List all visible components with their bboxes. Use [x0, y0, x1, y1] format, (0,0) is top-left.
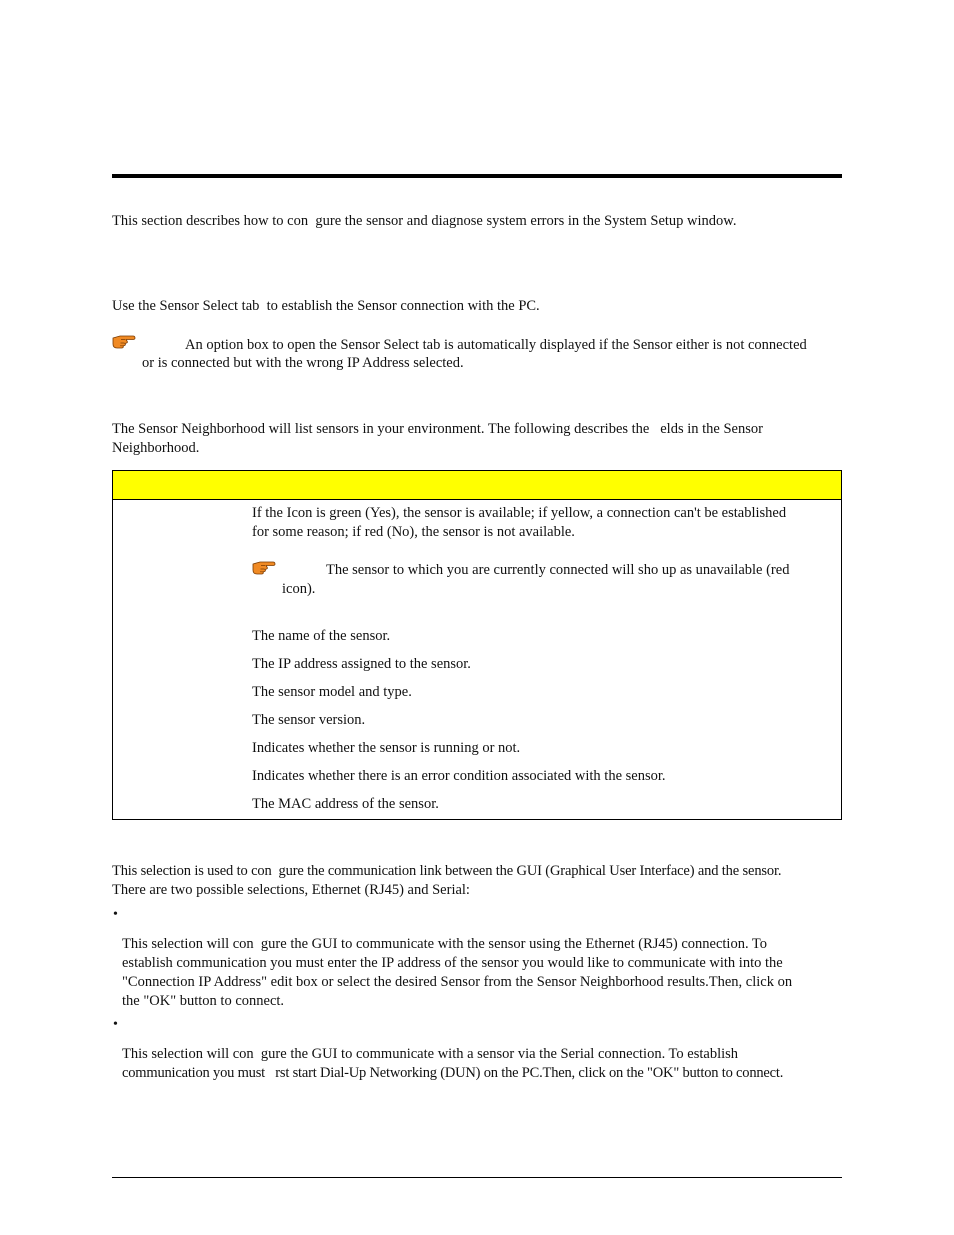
table-row: The sensor version. [252, 712, 366, 728]
neighborhood-line-1: The Sensor Neighborhood will list sensors in your environment. The following describes the elds in the Sensor [112, 421, 763, 437]
bullet-serial: • [113, 1017, 118, 1032]
table-row: The MAC address of the sensor. [252, 796, 439, 812]
table-row: The sensor model and type. [252, 684, 412, 700]
pointing-hand-icon [112, 333, 136, 349]
top-rule [112, 174, 842, 178]
note-line-2: or is connected but with the wrong IP Address selected. [142, 355, 464, 371]
table-header [113, 471, 841, 500]
table-row: Indicates whether there is an error condition associated with the sensor. [252, 768, 666, 784]
neighborhood-line-2: Neighborhood. [112, 440, 200, 456]
intro-text: This section describes how to con gure the sensor and diagnose system errors in the System Setup window. [112, 213, 737, 229]
sensor-select-intro: Use the Sensor Select tab to establish the Sensor connection with the PC. [112, 298, 540, 314]
table-row: The name of the sensor. [252, 628, 391, 644]
ethernet-description: This selection will con gure the GUI to communicate with the sensor using the Ethernet (RJ45) connection. To establish communication you must enter the IP address of the sensor you would like to communicate with into the "Connection IP Address" edit box or select the desired Sensor from the Sensor Neighborhood results.Then, click on the "OK" button to connect. [122, 936, 793, 1009]
note-line-1: An option box to open the Sensor Select tab is automatically displayed if the Sensor either is not connected [185, 337, 807, 353]
sensor-neighborhood-table [112, 470, 842, 820]
table-row: Indicates whether the sensor is running or not. [252, 740, 521, 756]
pointing-hand-icon [252, 559, 276, 575]
bullet-ethernet: • [113, 907, 118, 922]
table-note-line-2: icon). [282, 581, 316, 597]
table-row-available: If the Icon is green (Yes), the sensor is available; if yellow, a connection can't be established for some reason; if red (No), the sensor is not available. [252, 505, 787, 540]
connection-line-2: There are two possible selections, Ethernet (RJ45) and Serial: [112, 882, 470, 898]
footer-rule [112, 1177, 842, 1178]
connection-line-1: This selection is used to con gure the communication link between the GUI (Graphical User Interface) and the sensor. [112, 863, 782, 879]
serial-description: This selection will con gure the GUI to communicate with a sensor via the Serial connection. To establish communication you must rst start Dial-Up Networking (DUN) on the PC.Then, click on the "OK" button to connect. [122, 1046, 784, 1081]
table-row: The IP address assigned to the sensor. [252, 656, 471, 672]
table-note-line-1: The sensor to which you are currently connected will sho up as unavailable (red [326, 562, 790, 578]
